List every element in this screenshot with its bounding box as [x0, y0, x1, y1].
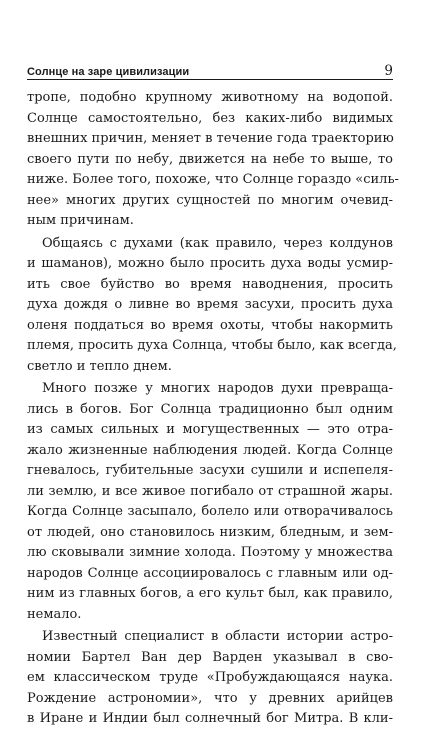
running-header — [27, 58, 393, 78]
text-line: гневалось, губительные засухи сушили и испепеля- — [27, 463, 393, 478]
text-line: внешних причин, меняет в течение года траекторию — [27, 131, 394, 146]
text-line: и шаманов), можно было просить духа воды усмир- — [27, 256, 393, 271]
page-number: 9 — [384, 63, 393, 79]
paragraph-4 — [27, 627, 393, 730]
text-line: из самых сильных и могущественных — это отра- — [27, 422, 393, 437]
text-line: в Иране и Индии был солнечный бог Митра. В кли- — [27, 711, 393, 726]
text-line: жало жизненные наблюдения людей. Когда Солнце — [27, 442, 393, 458]
text-line: ниже. Более того, похоже, что Солнце гораздо «силь- — [27, 172, 399, 187]
text-line: Известный специалист в области истории астро- — [42, 629, 393, 644]
text-line: нее» многих других сущностей по многим очевид- — [27, 192, 393, 208]
paragraph-1 — [27, 88, 399, 232]
body-text — [27, 88, 399, 730]
text-line: номии Бартел Ван дер Варден указывал в сво- — [27, 649, 393, 665]
text-line: ным причинам. — [27, 213, 134, 228]
header-rule — [27, 79, 393, 80]
text-line: немало. — [27, 606, 82, 622]
text-line: светло и тепло днем. — [27, 358, 172, 374]
text-line: от людей, оно становилось низким, бледным, и зем- — [27, 524, 393, 540]
text-line: ем классическом труде «Пробуждающаяся наука. — [27, 670, 393, 685]
paragraph-2 — [27, 234, 397, 378]
text-line: ли землю, и все живое погибало от страшной жары. — [27, 483, 393, 499]
text-line: духа дождя о ливне во время засухи, просить духа — [27, 297, 393, 312]
text-line: Общаясь с духами (как правило, через колдунов — [42, 235, 393, 251]
text-line: тропе, подобно крупному животному на водопой. — [27, 90, 393, 105]
paragraph-3 — [27, 379, 393, 625]
text-line: племя, просить духа Солнца, чтобы было, как всегда, — [27, 338, 397, 353]
text-line: Солнце самостоятельно, без каких-либо видимых — [27, 110, 393, 126]
text-line: ним из главных богов, а его культ был, как правило, — [27, 586, 393, 601]
text-line: народов Солнце ассоциировалось с главным или од- — [27, 565, 393, 581]
text-line: лю сковывали зимние холода. Поэтому у множества — [27, 545, 393, 560]
text-line: оленя поддаться во время охоты, чтобы накормить — [27, 317, 393, 333]
text-line: Много позже у многих народов духи превраща- — [42, 381, 393, 396]
text-line: Рождение астрономии», что у древних арийцев — [27, 690, 393, 706]
text-line: Когда Солнце засыпало, болело или отворачивалось — [27, 504, 393, 519]
running-title: Солнце на заре цивилизации — [27, 66, 190, 78]
text-line: лись в богов. Бог Солнца традиционно был одним — [27, 401, 393, 417]
text-line: ить свое буйство во время наводнения, просить — [27, 276, 393, 292]
text-line: своего пути по небу, движется на небе то выше, то — [27, 151, 393, 167]
